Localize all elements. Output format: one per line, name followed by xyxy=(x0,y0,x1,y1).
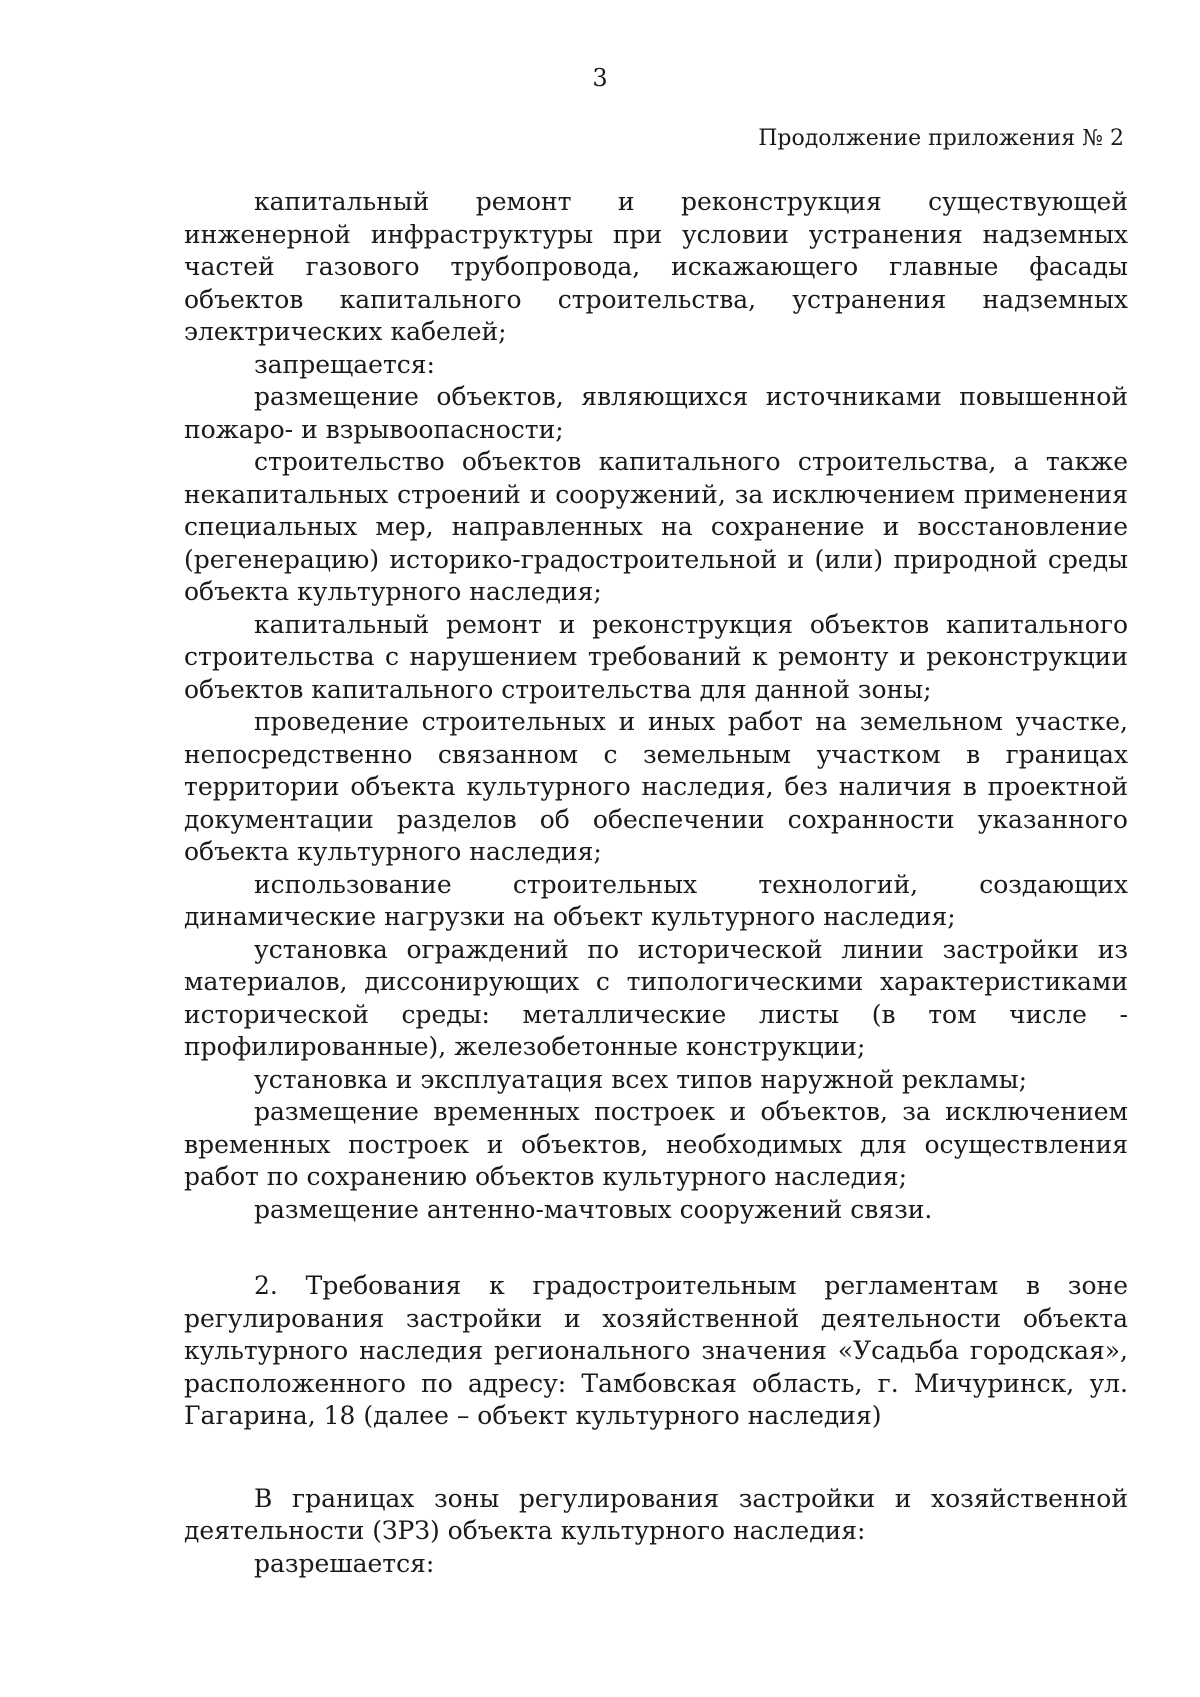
paragraph: капитальный ремонт и реконструкция существующей инженерной инфраструктуры при условии устранения надземных частей газового трубопровода, искажающего главные фасады объектов капитального строительства, устранения надземных электрических кабелей; xyxy=(184,187,1128,346)
paragraph: строительство объектов капитального строительства, а также некапитальных строений и сооружений, за исключением применения специальных мер, направленных на сохранение и восстановление (регенерацию) историко-градостроительной и (или) природной среды объекта культурного наследия; xyxy=(184,447,1128,606)
document-body xyxy=(184,186,1128,1580)
paragraph: запрещается: xyxy=(254,349,435,379)
paragraph: размещение антенно-мачтовых сооружений связи. xyxy=(254,1194,933,1224)
paragraph: разрешается: xyxy=(254,1548,435,1578)
paragraph: капитальный ремонт и реконструкция объектов капитального строительства с нарушением требований к ремонту и реконструкции объектов капитального строительства для данной зоны; xyxy=(184,609,1128,704)
section-heading-paragraph: 2. Требования к градостроительным регламентам в зоне регулирования застройки и хозяйственной деятельности объекта культурного наследия регионального значения «Усадьба городская», расположенного по адресу: Тамбовская область, г. Мичуринск, ул. Гагарина, 18 (далее – объект культурного наследия) xyxy=(184,1271,1128,1430)
paragraph: размещение временных построек и объектов, за исключением временных построек и объектов, необходимых для осуществления работ по сохранению объектов культурного наследия; xyxy=(184,1097,1128,1191)
paragraph: размещение объектов, являющихся источниками повышенной пожаро- и взрывоопасности; xyxy=(184,382,1128,444)
appendix-continuation-note: Продолжение приложения № 2 xyxy=(758,126,1124,151)
page-number: 3 xyxy=(592,64,608,92)
paragraph: использование строительных технологий, создающих динамические нагрузки на объект культурного наследия; xyxy=(184,869,1128,931)
paragraph: установка ограждений по исторической линии застройки из материалов, диссонирующих с типологическими характеристиками исторической среды: металлические листы (в том числе - профилированные), железобетонные конструкции; xyxy=(184,934,1128,1061)
paragraph: проведение строительных и иных работ на земельном участке, непосредственно связанном с земельным участком в границах территории объекта культурного наследия, без наличия в проектной документации разделов об обеспечении сохранности указанного объекта культурного наследия; xyxy=(184,707,1128,866)
paragraph: установка и эксплуатация всех типов наружной рекламы; xyxy=(254,1064,1028,1094)
paragraph: В границах зоны регулирования застройки и хозяйственной деятельности (ЗРЗ) объекта культурного наследия: xyxy=(184,1483,1128,1545)
